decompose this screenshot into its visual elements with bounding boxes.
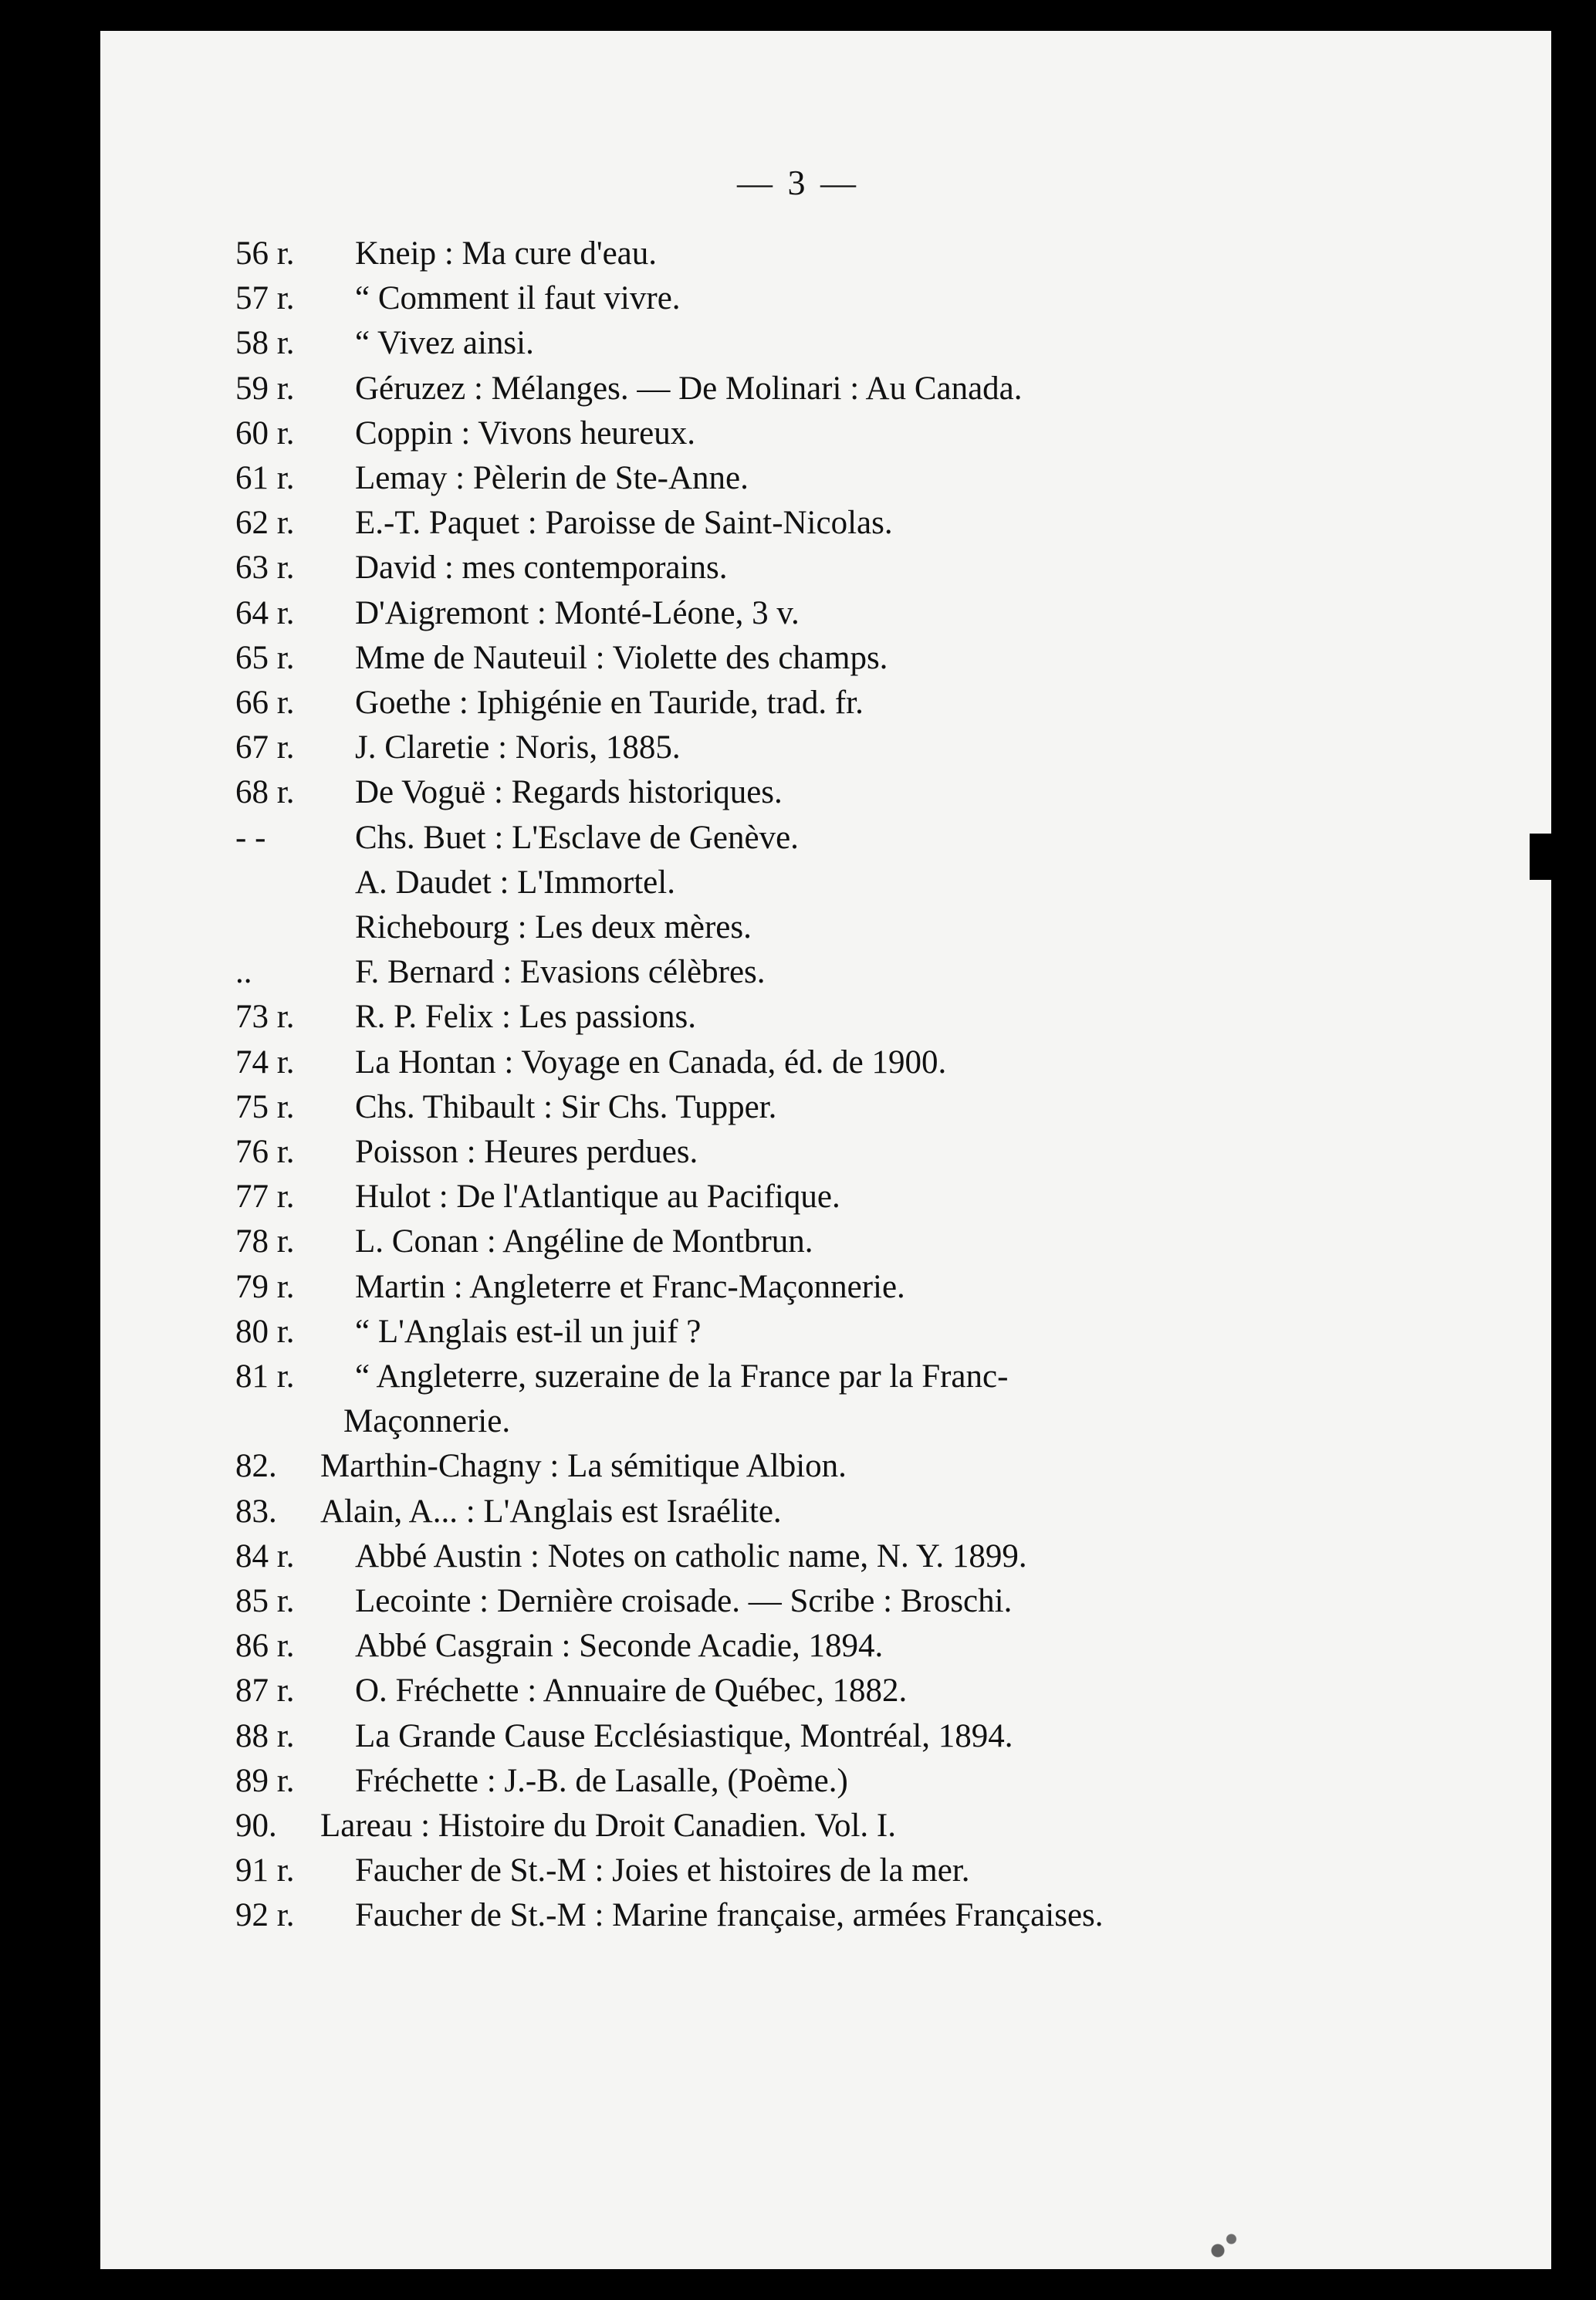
entry-number: 79 r. xyxy=(235,1268,295,1305)
entry-number: 63 r. xyxy=(235,550,295,587)
entry-number: 64 r. xyxy=(235,594,295,631)
list-item xyxy=(0,1310,1596,1355)
entry-text: R. P. Felix : Les passions. xyxy=(355,999,696,1036)
entry-text: J. Claretie : Noris, 1885. xyxy=(355,729,681,766)
list-item xyxy=(0,861,1596,905)
list-item xyxy=(0,546,1596,590)
list-item xyxy=(0,1579,1596,1624)
list-item xyxy=(0,367,1596,411)
entry-text: “ Comment il faut vivre. xyxy=(355,280,681,317)
list-item xyxy=(0,1219,1596,1264)
entry-number: 57 r. xyxy=(235,280,295,317)
entry-number: 85 r. xyxy=(235,1583,295,1619)
entry-text: Lareau : Histoire du Droit Canadien. Vol. I. xyxy=(320,1808,896,1844)
list-item xyxy=(0,276,1596,321)
entry-text: Richebourg : Les deux mères. xyxy=(355,909,752,945)
entry-number: 68 r. xyxy=(235,774,295,811)
entry-number: - - xyxy=(235,819,266,856)
list-item xyxy=(0,501,1596,546)
entry-text: F. Bernard : Evasions célèbres. xyxy=(355,954,766,991)
entry-text: Poisson : Heures perdues. xyxy=(355,1134,698,1170)
entry-number: 90. xyxy=(235,1808,277,1844)
entry-text: D'Aigremont : Monté-Léone, 3 v. xyxy=(355,594,800,631)
list-item xyxy=(0,1714,1596,1759)
entry-number: .. xyxy=(235,954,252,991)
list-item xyxy=(0,1085,1596,1130)
entry-number: 58 r. xyxy=(235,325,295,362)
list-item xyxy=(0,1130,1596,1175)
list-item xyxy=(0,770,1596,815)
list-item xyxy=(0,1534,1596,1579)
entry-text: L. Conan : Angéline de Montbrun. xyxy=(355,1223,813,1260)
list-item xyxy=(0,411,1596,456)
entry-text: Chs. Thibault : Sir Chs. Tupper. xyxy=(355,1088,777,1125)
entry-number: 83. xyxy=(235,1493,277,1530)
entry-number: 82. xyxy=(235,1448,277,1485)
list-item xyxy=(0,1759,1596,1804)
entry-text: Alain, A... : L'Anglais est Israélite. xyxy=(320,1493,782,1530)
list-item xyxy=(0,1893,1596,1938)
entry-text: Goethe : Iphigénie en Tauride, trad. fr. xyxy=(355,685,864,721)
entry-text: Abbé Austin : Notes on catholic name, N. Y. 1899. xyxy=(355,1537,1027,1574)
scan-blemish xyxy=(1196,2223,1250,2269)
list-item xyxy=(0,1669,1596,1713)
entry-number: 56 r. xyxy=(235,235,295,272)
entry-text: Abbé Casgrain : Seconde Acadie, 1894. xyxy=(355,1628,884,1665)
entry-text: Lecointe : Dernière croisade. — Scribe : Broschi. xyxy=(355,1583,1013,1619)
entry-number: 89 r. xyxy=(235,1762,295,1799)
list-item xyxy=(0,1175,1596,1219)
entry-text: Coppin : Vivons heureux. xyxy=(355,414,695,452)
entry-text: “ L'Anglais est-il un juif ? xyxy=(355,1313,702,1350)
entry-number: 65 r. xyxy=(235,639,295,676)
entry-number: 81 r. xyxy=(235,1358,295,1395)
list-item xyxy=(0,456,1596,501)
entry-text: Lemay : Pèlerin de Ste-Anne. xyxy=(355,460,749,496)
entry-text: Marthin-Chagny : La sémitique Albion. xyxy=(320,1448,847,1485)
list-item xyxy=(0,1624,1596,1669)
entry-number: 80 r. xyxy=(235,1313,295,1350)
page-number: — 3 — xyxy=(737,163,859,202)
entry-number: 84 r. xyxy=(235,1537,295,1574)
list-item xyxy=(0,1399,1596,1444)
entry-text: “ Angleterre, suzeraine de la France par la Franc- xyxy=(355,1358,1009,1395)
entry-number: 78 r. xyxy=(235,1223,295,1260)
entry-number: 73 r. xyxy=(235,999,295,1036)
list-item xyxy=(0,321,1596,366)
entry-text: Chs. Buet : L'Esclave de Genève. xyxy=(355,819,799,856)
entry-number: 86 r. xyxy=(235,1628,295,1665)
entry-number: 91 r. xyxy=(235,1852,295,1889)
entry-number: 60 r. xyxy=(235,414,295,452)
list-item xyxy=(0,1804,1596,1848)
entry-text: E.-T. Paquet : Paroisse de Saint-Nicolas. xyxy=(355,505,893,542)
entry-number: 87 r. xyxy=(235,1673,295,1710)
list-item xyxy=(0,636,1596,681)
list-item xyxy=(0,1490,1596,1534)
entry-text: Maçonnerie. xyxy=(343,1403,511,1440)
entry-text: Fréchette : J.-B. de Lasalle, (Poème.) xyxy=(355,1762,848,1799)
entry-text: Faucher de St.-M : Joies et histoires de la mer. xyxy=(355,1852,970,1889)
list-item xyxy=(0,1040,1596,1085)
list-item xyxy=(0,950,1596,995)
entry-text: Mme de Nauteuil : Violette des champs. xyxy=(355,639,888,676)
entry-number: 59 r. xyxy=(235,370,295,407)
entry-number: 61 r. xyxy=(235,460,295,496)
list-item xyxy=(0,681,1596,726)
entry-text: A. Daudet : L'Immortel. xyxy=(355,864,675,901)
entry-number: 77 r. xyxy=(235,1179,295,1216)
entry-text: Faucher de St.-M : Marine française, armées Françaises. xyxy=(355,1897,1104,1934)
entry-number: 67 r. xyxy=(235,729,295,766)
list-item xyxy=(0,591,1596,636)
list-item xyxy=(0,1355,1596,1399)
entry-text: Hulot : De l'Atlantique au Pacifique. xyxy=(355,1179,840,1216)
entry-text: “ Vivez ainsi. xyxy=(355,325,534,362)
list-item xyxy=(0,1848,1596,1893)
entry-text: De Voguë : Regards historiques. xyxy=(355,774,783,811)
entry-text: David : mes contemporains. xyxy=(355,550,728,587)
entry-number: 75 r. xyxy=(235,1088,295,1125)
entry-text: Martin : Angleterre et Franc-Maçonnerie. xyxy=(355,1268,905,1305)
list-item xyxy=(0,816,1596,861)
entry-text: Géruzez : Mélanges. — De Molinari : Au Canada. xyxy=(355,370,1023,407)
entry-number: 62 r. xyxy=(235,505,295,542)
list-item xyxy=(0,1444,1596,1489)
entry-number: 88 r. xyxy=(235,1717,295,1754)
entry-number: 74 r. xyxy=(235,1043,295,1081)
entry-number: 92 r. xyxy=(235,1897,295,1934)
list-item xyxy=(0,232,1596,276)
list-item xyxy=(0,905,1596,950)
entry-number: 76 r. xyxy=(235,1134,295,1170)
entry-text: La Hontan : Voyage en Canada, éd. de 1900. xyxy=(355,1043,947,1081)
list-item xyxy=(0,726,1596,770)
entry-number: 66 r. xyxy=(235,685,295,721)
entry-text: O. Fréchette : Annuaire de Québec, 1882. xyxy=(355,1673,908,1710)
entry-text: Kneip : Ma cure d'eau. xyxy=(355,235,658,272)
entry-text: La Grande Cause Ecclésiastique, Montréal, 1894. xyxy=(355,1717,1013,1754)
list-item xyxy=(0,995,1596,1040)
list-item xyxy=(0,1265,1596,1310)
